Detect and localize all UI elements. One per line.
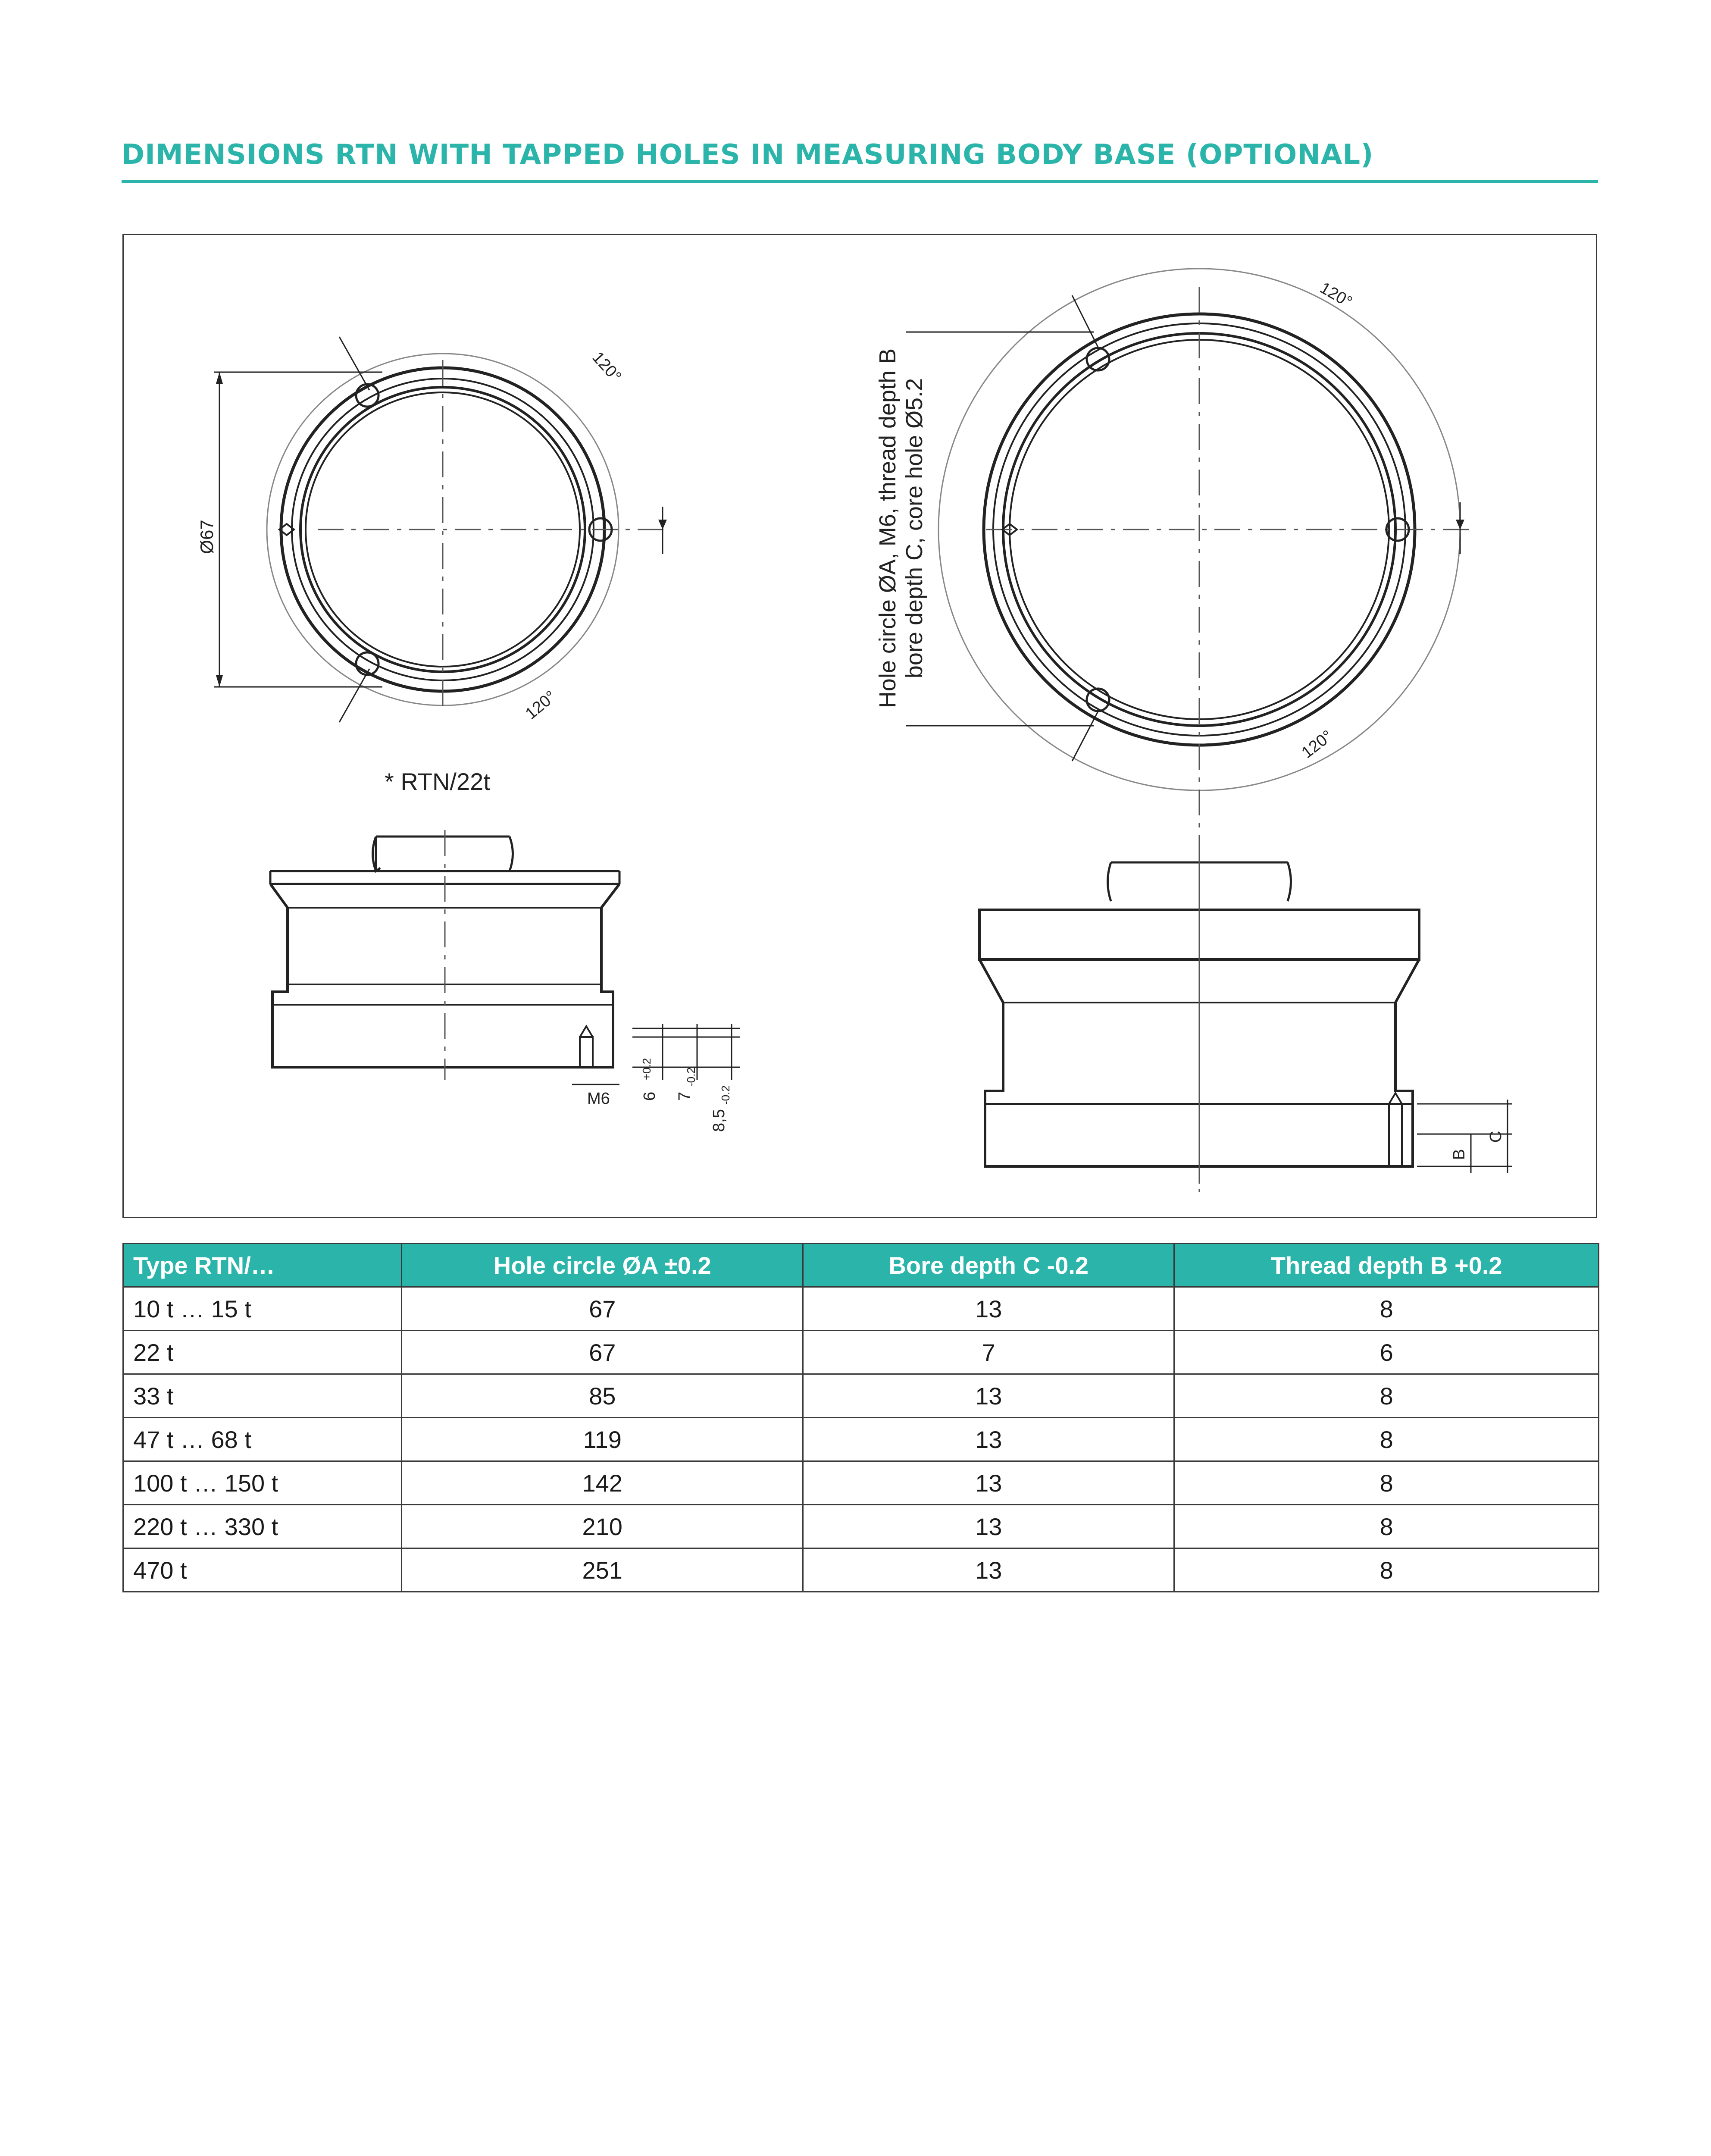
col-bore-depth-header: Bore depth C -0.2 [803,1244,1174,1287]
table-row [123,1505,1599,1548]
dim-b: B [1450,1149,1468,1160]
cell-hole-circle: 251 [402,1548,803,1592]
cell-bore-depth: 13 [803,1505,1174,1548]
dim-6-tol: +0.2 [640,1058,653,1080]
table-row [123,1331,1599,1374]
diameter-label: Ø67 [197,520,217,554]
cell-hole-circle: 85 [402,1374,803,1418]
cell-type: 10 t … 15 t [123,1287,402,1331]
table-row [123,1418,1599,1461]
dim-6: 6 [641,1091,659,1101]
cell-hole-circle: 142 [402,1461,803,1505]
page-title: DIMENSIONS RTN WITH TAPPED HOLES IN MEASURING BODY BASE (OPTIONAL) [122,139,1374,171]
cell-bore-depth: 13 [803,1548,1174,1592]
dimensions-table [122,1243,1599,1592]
cell-thread-depth: 8 [1174,1505,1599,1548]
table-header-row [123,1244,1599,1287]
cell-thread-depth: 8 [1174,1548,1599,1592]
dim-85-tol: -0.2 [719,1085,732,1105]
cell-thread-depth: 8 [1174,1461,1599,1505]
cell-type: 47 t … 68 t [123,1418,402,1461]
cell-thread-depth: 8 [1174,1418,1599,1461]
table-row [123,1548,1599,1592]
dim-c: C [1487,1131,1505,1143]
angle-label-top-right: 120° [1317,279,1355,312]
cell-hole-circle: 67 [402,1287,803,1331]
right-top-view [906,269,1469,1192]
cell-hole-circle: 210 [402,1505,803,1548]
dim-7-tol: -0.2 [685,1067,698,1087]
cell-thread-depth: 8 [1174,1287,1599,1331]
cell-bore-depth: 13 [803,1461,1174,1505]
hole-note-line-2: bore depth C, core hole Ø5.2 [901,378,927,679]
cell-hole-circle: 119 [402,1418,803,1461]
cell-bore-depth: 13 [803,1374,1174,1418]
drawing-canvas [124,235,1598,1219]
cell-type: 470 t [123,1548,402,1592]
cell-hole-circle: 67 [402,1331,803,1374]
left-top-view [214,337,667,722]
angle-label-bottom-right: 120° [1298,727,1336,762]
cell-thread-depth: 6 [1174,1331,1599,1374]
cell-type: 220 t … 330 t [123,1505,402,1548]
dim-7: 7 [676,1091,694,1101]
right-side-view [979,856,1512,1184]
col-thread-depth-header: Thread depth B +0.2 [1174,1244,1599,1287]
title-underline [122,180,1598,183]
cell-bore-depth: 7 [803,1331,1174,1374]
cell-thread-depth: 8 [1174,1374,1599,1418]
hole-note-line-1: Hole circle ØA, M6, thread depth B [875,348,901,708]
thread-label: M6 [587,1090,610,1108]
table-row [123,1287,1599,1331]
dim-85: 8,5 [710,1109,728,1132]
cell-type: 100 t … 150 t [123,1461,402,1505]
angle-label-bottom-left: 120° [522,687,560,723]
technical-drawing [122,234,1597,1218]
col-type-header: Type RTN/… [123,1244,402,1287]
cell-bore-depth: 13 [803,1287,1174,1331]
cell-bore-depth: 13 [803,1418,1174,1461]
table-row [123,1461,1599,1505]
variant-note: * RTN/22t [385,768,490,795]
angle-label-top-left: 120° [588,348,625,386]
left-side-view [270,830,740,1084]
table-row [123,1374,1599,1418]
cell-type: 22 t [123,1331,402,1374]
cell-type: 33 t [123,1374,402,1418]
col-hole-circle-header: Hole circle ØA ±0.2 [402,1244,803,1287]
